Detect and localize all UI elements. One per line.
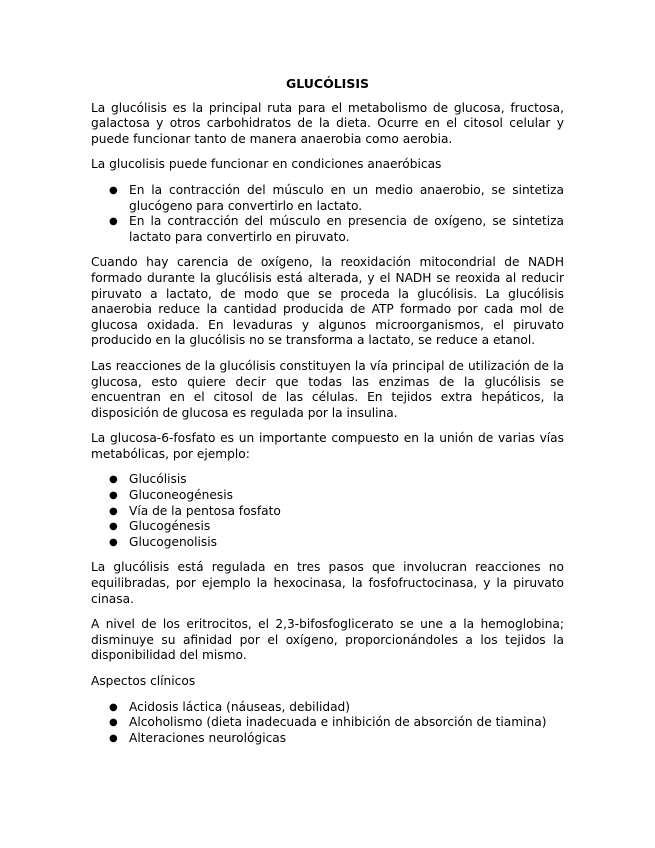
bullet-icon: ● <box>109 521 118 533</box>
list-item <box>109 503 564 520</box>
bullet-icon: ● <box>109 717 118 729</box>
paragraph-glycolysis-reactions: Las reacciones de la glucólisis constituyen la vía principal de utilización de la glucosa, esto quiere decir que todas las enzimas de la glucólisis se encuentran en el citosol de las células. En tejidos extra hepáticos, la disposición de glucosa es regulada por la insulina. <box>91 358 564 420</box>
bullet-icon: ● <box>109 701 118 713</box>
paragraph-intro: La glucólisis es la principal ruta para el metabolismo de glucosa, fructosa, galactosa y otros carbohidratos de la dieta. Ocurre en el citosol celular y puede funcionar tanto de manera anaerobia como aerobia. <box>91 100 564 146</box>
list-item-text: Vía de la pentosa fosfato <box>129 503 281 518</box>
list-item <box>109 730 564 747</box>
list-item-text: Glucólisis <box>129 472 187 487</box>
paragraph-regulation: La glucólisis está regulada en tres pasos que involucran reacciones no equilibradas, por ejemplo la hexocinasa, la fosfofructocinasa, y la piruvato cinasa. <box>91 560 564 606</box>
list-item-text: Glucogenolisis <box>129 534 217 549</box>
list-item <box>109 699 564 716</box>
bullet-icon: ● <box>109 184 118 196</box>
document-title: GLUCÓLISIS <box>285 76 369 91</box>
list-item <box>109 715 564 731</box>
bullet-icon: ● <box>109 505 118 517</box>
bullet-icon: ● <box>109 490 118 502</box>
paragraph-clinical-aspects: Aspectos clínicos <box>91 674 196 688</box>
list-item-text: En la contracción del músculo en un medio anaerobio, se sintetiza glucógeno para convertirlo en lactato. <box>129 182 564 213</box>
paragraph-anaerobic-conditions: La glucolisis puede funcionar en condiciones anaeróbicas <box>91 157 442 172</box>
clinical-aspects-list <box>91 700 564 747</box>
list-item <box>109 488 564 504</box>
bullet-icon: ● <box>109 474 118 486</box>
list-item-text: Gluconeogénesis <box>129 488 233 503</box>
list-item <box>109 519 564 535</box>
paragraph-erythrocytes: A nivel de los eritrocitos, el 2,3-bifosfoglicerato se une a la hemoglobina; disminuye su afinidad por el oxígeno, proporcionándoles a los tejidos la disponibilidad del mismo. <box>91 617 564 663</box>
list-item <box>109 534 564 551</box>
anaerobic-list <box>91 183 564 245</box>
list-item-text: Alcoholismo (dieta inadecuada e inhibición de absorción de tiamina) <box>129 715 547 730</box>
list-item <box>109 182 564 214</box>
list-item <box>109 214 564 245</box>
list-item-text: Acidosis láctica (náuseas, debilidad) <box>129 699 351 714</box>
paragraph-oxygen-deficiency: Cuando hay carencia de oxígeno, la reoxidación mitocondrial de NADH formado durante la glucólisis está alterada, y el NADH se reoxida al reducir piruvato a lactato, de modo que se proceda la glucólisis. La glucólisis anaerobia reduce la cantidad producida de ATP formado por cada mol de glucosa oxidada. En levaduras y algunos microorganismos, el piruvato producido en la glucólisis no se transforma a lactato, se reduce a etanol. <box>91 255 564 348</box>
list-item-text: Glucogénesis <box>129 519 211 534</box>
bullet-icon: ● <box>109 732 118 744</box>
metabolic-pathways-list <box>91 472 564 550</box>
list-item-text: En la contracción del músculo en presencia de oxígeno, se sintetiza lactato para convertirlo en piruvato. <box>129 214 564 244</box>
document-page <box>91 76 564 756</box>
paragraph-glucose-6-phosphate: La glucosa-6-fosfato es un importante compuesto en la unión de varias vías metabólicas, por ejemplo: <box>91 431 564 461</box>
bullet-icon: ● <box>109 216 118 228</box>
list-item-text: Alteraciones neurológicas <box>129 730 287 745</box>
bullet-icon: ● <box>109 536 118 548</box>
list-item <box>109 472 564 488</box>
